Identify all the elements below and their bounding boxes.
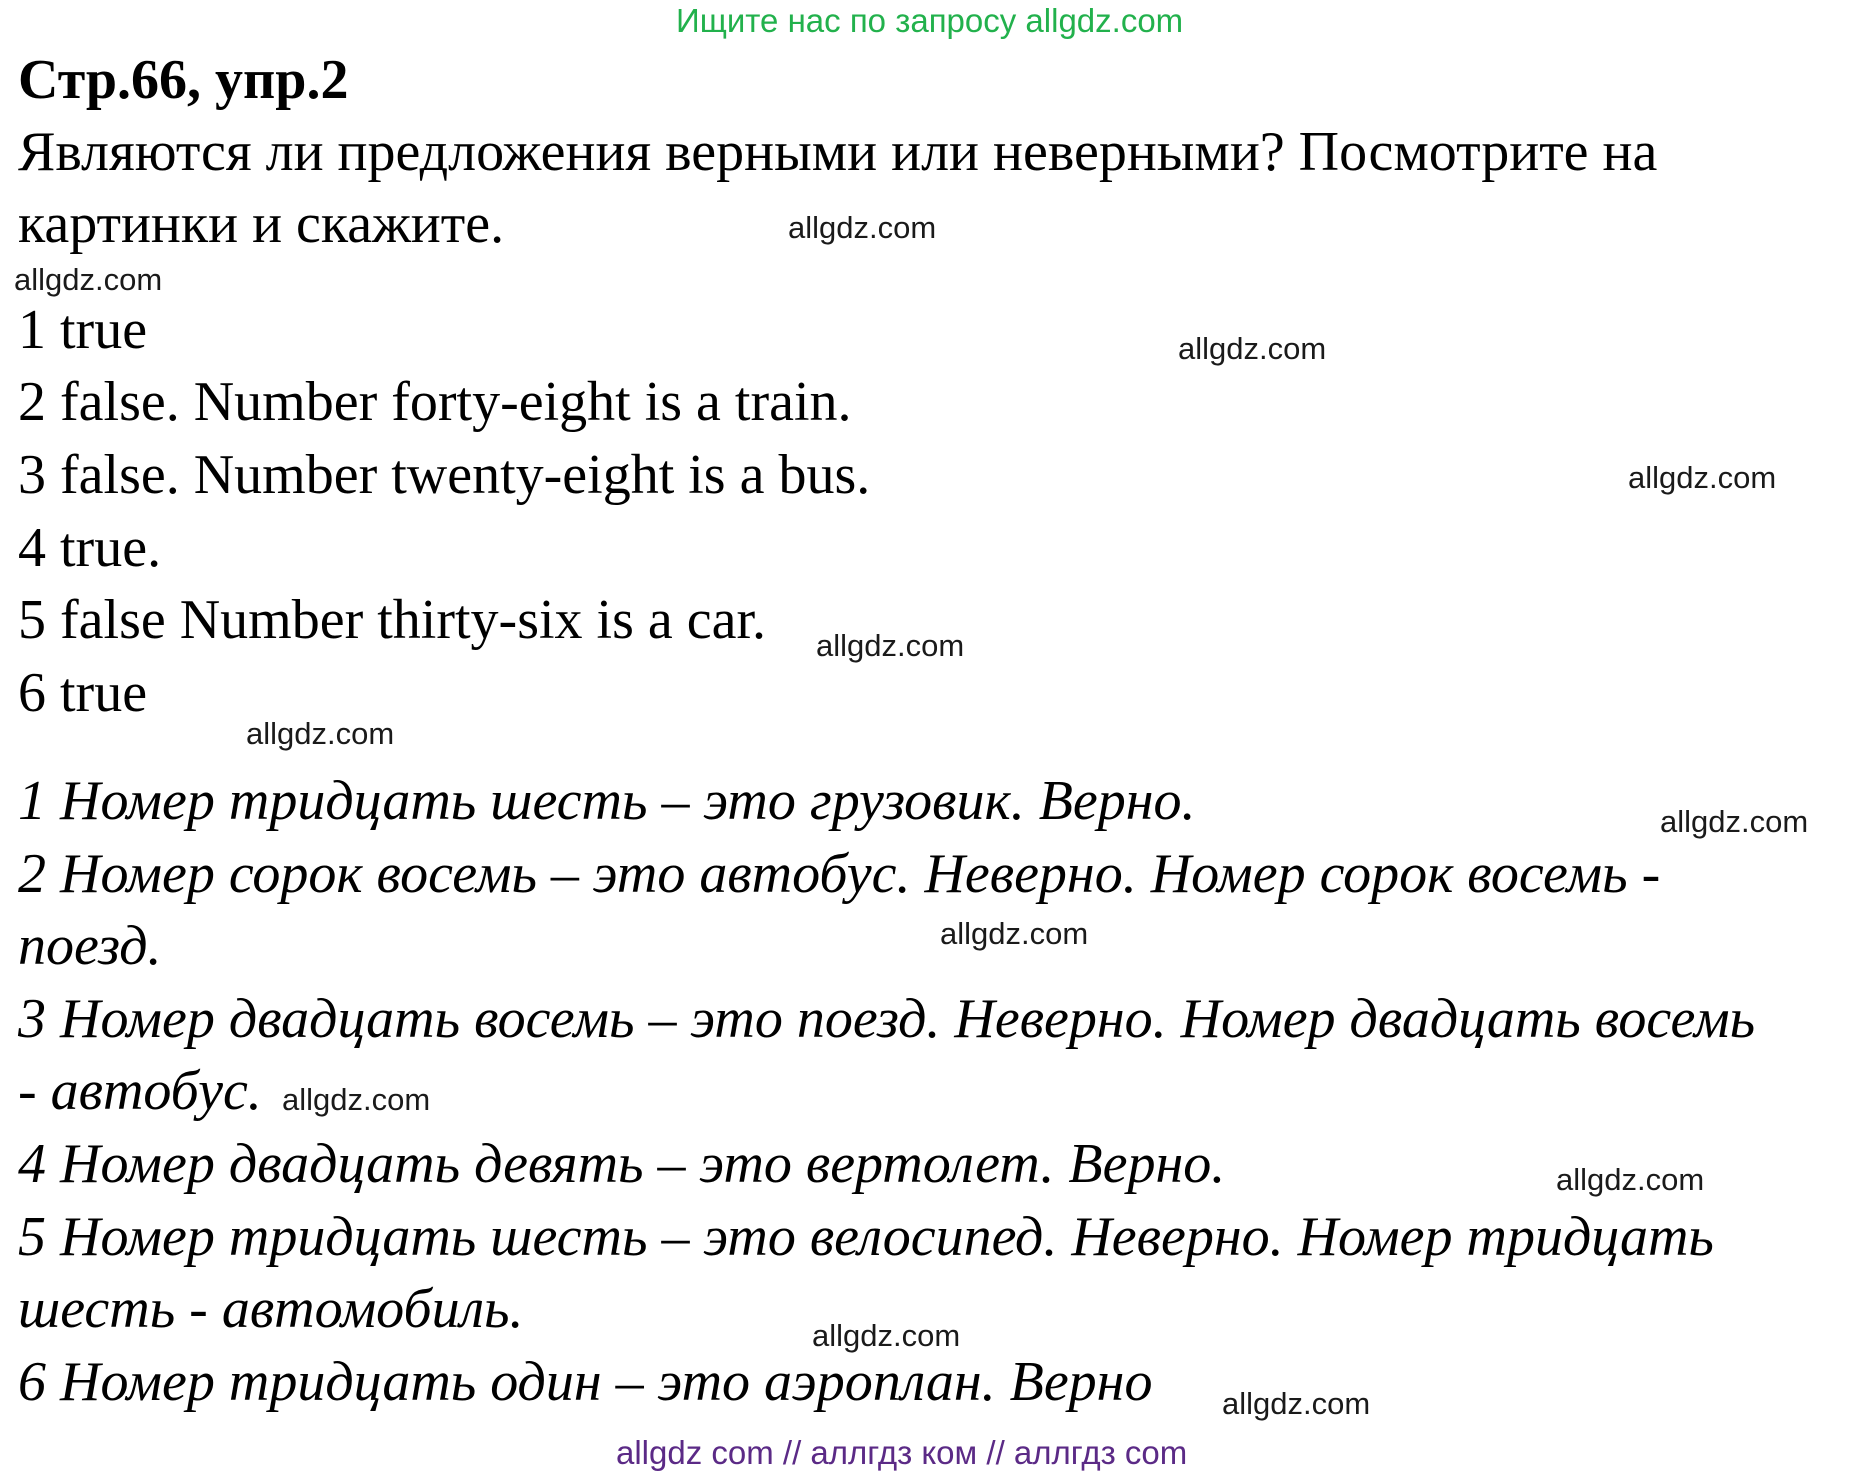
translation-line: поезд. <box>18 915 162 977</box>
answer-line: 1 true <box>18 299 148 361</box>
watermark: allgdz.com <box>1178 331 1327 366</box>
watermark: allgdz.com <box>816 628 965 663</box>
translation-line: 2 Номер сорок восемь – это автобус. Неверно. Номер сорок восемь - <box>18 843 1661 905</box>
translation-line: 4 Номер двадцать девять – это вертолет. Верно. <box>18 1133 1226 1195</box>
bottom-banner: allgdz com // аллгдз ком // аллгдз com <box>616 1434 1188 1471</box>
watermark: allgdz.com <box>1628 460 1777 495</box>
answer-line: 6 true <box>18 662 148 724</box>
watermark: allgdz.com <box>282 1082 431 1117</box>
page-title: Стр.66, упр.2 <box>18 49 349 111</box>
watermark: allgdz.com <box>14 262 163 297</box>
translation-line: - автобус. <box>18 1060 262 1122</box>
watermark: allgdz.com <box>246 716 395 751</box>
task-line-1: Являются ли предложения верными или неверными? Посмотрите на <box>18 121 1658 183</box>
task-line-2: картинки и скажите. <box>18 193 505 255</box>
watermark: allgdz.com <box>1556 1162 1705 1197</box>
answer-line: 5 false Number thirty-six is a car. <box>18 589 767 651</box>
answer-line: 2 false. Number forty-eight is a train. <box>18 371 852 433</box>
watermark: allgdz.com <box>812 1318 961 1353</box>
answer-line: 3 false. Number twenty-eight is a bus. <box>18 444 871 506</box>
translation-line: 1 Номер тридцать шесть – это грузовик. Верно. <box>18 770 1196 832</box>
translation-line: 6 Номер тридцать один – это аэроплан. Верно <box>18 1351 1153 1413</box>
translation-line: 5 Номер тридцать шесть – это велосипед. Неверно. Номер тридцать <box>18 1206 1714 1268</box>
watermark: allgdz.com <box>1222 1386 1371 1421</box>
watermark: allgdz.com <box>940 916 1089 951</box>
translation-line: 3 Номер двадцать восемь – это поезд. Неверно. Номер двадцать восемь <box>18 988 1756 1050</box>
watermark: allgdz.com <box>788 210 937 245</box>
top-banner: Ищите нас по запросу allgdz.com <box>676 2 1184 39</box>
translation-line: шесть - автомобиль. <box>18 1278 524 1340</box>
answer-line: 4 true. <box>18 517 162 579</box>
watermark: allgdz.com <box>1660 804 1809 839</box>
